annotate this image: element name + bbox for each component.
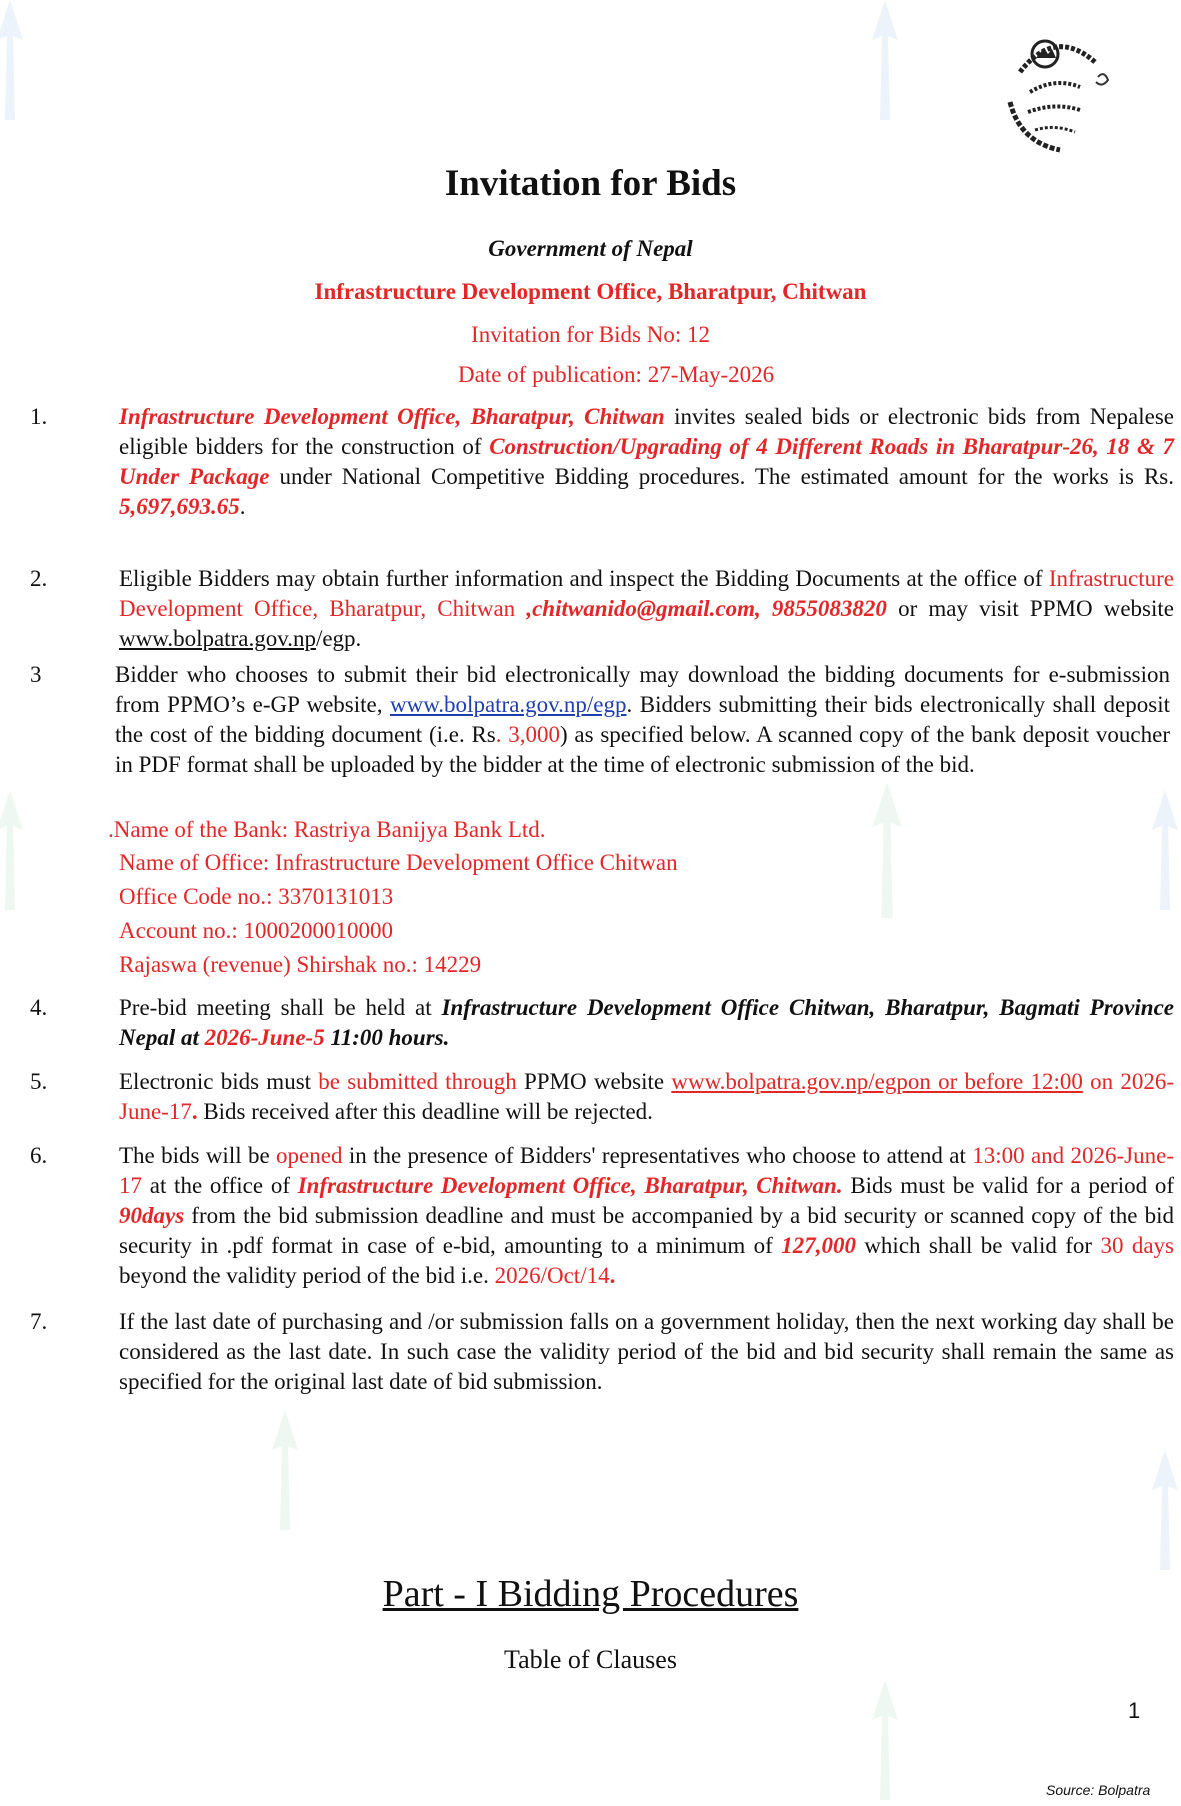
item-number: 4. (30, 995, 48, 1020)
submission-link[interactable]: www.bolpatra.gov.np/egpon or before 12:00 (671, 1069, 1083, 1094)
bank-office-code: Office Code no.: 3370131013 (119, 884, 394, 909)
watermark-arrow-icon (0, 780, 25, 920)
bank-account-number: Account no.: 1000200010000 (119, 918, 394, 943)
document-title: Invitation for Bids (444, 163, 737, 204)
section-heading: Part - I Bidding Procedures (382, 1573, 799, 1615)
item-text: Eligible Bidders may obtain further information and inspect the Bidding Documents at the office of Infrastructure Development Office, Bharatpur, Chitwan ,chitwanido@gmail.com, 9855083820 or may visit PPMO website www.bolpatra.gov.np/egp. (119, 566, 1174, 651)
item-text: Bidder who chooses to submit their bid electronically may download the bidding documents for e-submission from PPMO’s e-GP website, www.bolpatra.gov.np/egp. Bidders submitting their bids electronically shall deposit the cost of the bidding document (i.e. Rs. 3,000) as specified below. A scanned copy of the bank deposit voucher in PDF format shall be uploaded by the bidder at the time of electronic submission of the bid. (115, 662, 1171, 777)
bank-name: .Name of the Bank: Rastriya Banijya Bank Ltd. (108, 817, 546, 842)
item-text: Infrastructure Development Office, Bharatpur, Chitwan invites sealed bids or electronic bids from Nepalese eligible bidders for the construction of Construction/Upgrading of 4 Different Roads in Bharatpur-26, 18 & 7 Under Package under National Competitive Bidding procedures. The estimated amount for the works is Rs. 5,697,693.65. (119, 404, 1175, 519)
egp-website-link[interactable]: www.bolpatra.gov.np/egp (389, 692, 627, 717)
bank-office-name: Name of Office: Infrastructure Development Office Chitwan (119, 850, 678, 875)
watermark-arrow-icon (870, 0, 900, 120)
item-number: 7. (30, 1309, 48, 1334)
page-number: 1 (1128, 1698, 1141, 1723)
item-text: If the last date of purchasing and /or submission falls on a government holiday, then the next working day shall be considered as the last date. In such case the validity period of the bid and bid security shall remain the same as specified for the original last date of bid submission. (119, 1309, 1174, 1394)
contact-email-phone: ,chitwanido@gmail.com, 9855083820 (515, 596, 887, 621)
item-number: 5. (30, 1069, 48, 1094)
source-credit: Source: Bolpatra (1046, 1782, 1151, 1798)
item-text: Pre-bid meeting shall be held at Infrastructure Development Office Chitwan, Bharatpur, Bagmati Province Nepal at 2026-June-5 11:00 hours. (119, 995, 1174, 1050)
publication-date: Date of publication: 27-May-2026 (458, 362, 775, 387)
watermark-arrow-icon (1150, 1440, 1180, 1580)
website-link[interactable]: www.bolpatra.gov.np (119, 626, 316, 651)
item-text: Electronic bids must be submitted through PPMO website www.bolpatra.gov.np/egpon or before 12:00 on 2026-June-17. Bids received after this deadline will be rejected. (119, 1069, 1174, 1124)
revenue-heading-number: Rajaswa (revenue) Shirshak no.: 14229 (119, 952, 482, 977)
official-seal-stamp (1000, 32, 1110, 157)
item-number: 2. (30, 566, 48, 591)
watermark-arrow-icon (870, 1680, 900, 1800)
item-number: 6. (30, 1143, 48, 1168)
office-line: Infrastructure Development Office, Bharatpur, Chitwan (314, 279, 867, 304)
ifb-number: Invitation for Bids No: 12 (471, 322, 710, 347)
watermark-arrow-icon (1150, 780, 1180, 920)
watermark-arrow-icon (0, 0, 25, 120)
watermark-arrow-icon (270, 1400, 300, 1540)
government-line: Government of Nepal (488, 236, 693, 261)
item-number: 1. (30, 404, 48, 429)
watermark-arrow-icon (870, 780, 904, 920)
item-number: 3 (30, 662, 42, 687)
table-of-clauses-heading: Table of Clauses (504, 1645, 677, 1674)
item-text: The bids will be opened in the presence of Bidders' representatives who choose to attend at 13:00 and 2026-June-17 at the office of Infrastructure Development Office, Bharatpur, Chitwan. Bids must be valid for a period of 90days from the bid submission deadline and must be accompanied by a bid security or scanned copy of the bid security in .pdf format in case of e-bid, amounting to a minimum of 127,000 which shall be valid for 30 days beyond the validity period of the bid i.e. 2026/Oct/14. (119, 1143, 1175, 1288)
